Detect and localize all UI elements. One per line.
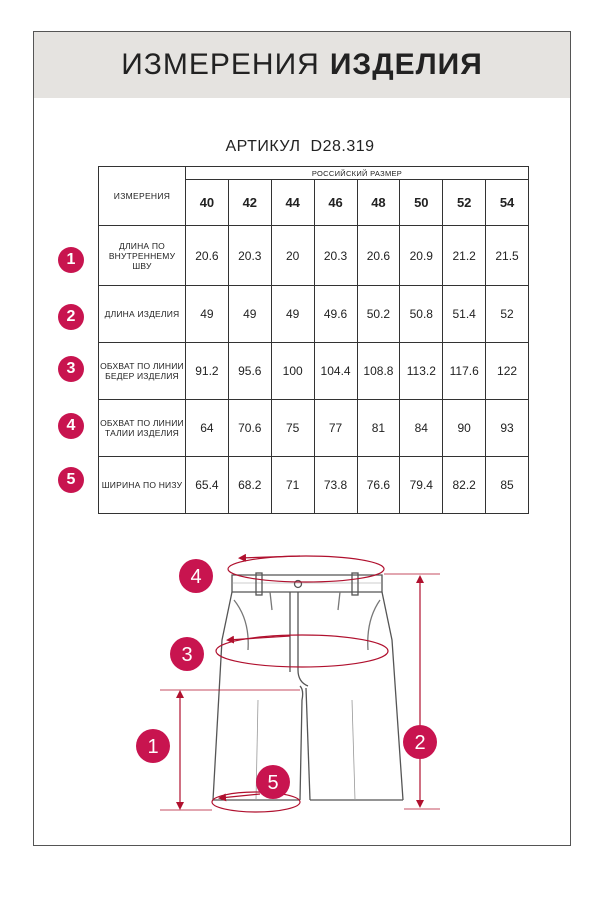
title-bold: ИЗДЕЛИЯ [329, 48, 483, 81]
article-label: АРТИКУЛ [225, 138, 301, 155]
table-cell: 64 [186, 400, 229, 457]
table-cell: 20.9 [400, 226, 443, 286]
table-cell: 93 [486, 400, 529, 457]
table-cell: 49 [186, 286, 229, 343]
table-cell: 20.6 [186, 226, 229, 286]
marker-4 [179, 559, 213, 593]
table-cell: 73.8 [314, 457, 357, 514]
row-badge: 3 [58, 356, 84, 382]
table-cell: 20.3 [228, 226, 271, 286]
table-cell: 49 [271, 286, 314, 343]
table-cell: 108.8 [357, 343, 400, 400]
diagram-markers [136, 559, 437, 799]
table-cell: 84 [400, 400, 443, 457]
marker-5 [256, 765, 290, 799]
table-cell: 68.2 [228, 457, 271, 514]
table-cell: 20.3 [314, 226, 357, 286]
table-cell: 49.6 [314, 286, 357, 343]
row-label: ДЛИНА ПО ВНУТРЕННЕМУ ШВУ [99, 226, 186, 286]
article-code: D28.319 [310, 138, 375, 155]
table-cell: 79.4 [400, 457, 443, 514]
row-badge: 2 [58, 304, 84, 330]
row-badge: 5 [58, 467, 84, 493]
svg-text:3: 3 [181, 644, 193, 666]
row-label: ШИРИНА ПО НИЗУ [99, 457, 186, 514]
table-cell: 76.6 [357, 457, 400, 514]
size-cell: 40 [186, 180, 229, 226]
table-cell: 91.2 [186, 343, 229, 400]
svg-text:1: 1 [147, 736, 159, 758]
table-cell: 75 [271, 400, 314, 457]
table-cell: 85 [486, 457, 529, 514]
table-cell: 122 [486, 343, 529, 400]
table-cell: 52 [486, 286, 529, 343]
svg-text:4: 4 [190, 566, 202, 588]
table-cell: 50.2 [357, 286, 400, 343]
svg-text:5: 5 [267, 772, 279, 794]
table-cell: 117.6 [443, 343, 486, 400]
size-cell: 42 [228, 180, 271, 226]
marker-2 [403, 725, 437, 759]
row-badge: 4 [58, 413, 84, 439]
table-cell: 100 [271, 343, 314, 400]
title-light: ИЗМЕРЕНИЯ [121, 48, 320, 81]
size-cell: 54 [486, 180, 529, 226]
row-label: ДЛИНА ИЗДЕЛИЯ [99, 286, 186, 343]
table-cell: 104.4 [314, 343, 357, 400]
table-cell: 81 [357, 400, 400, 457]
table-cell: 20.6 [357, 226, 400, 286]
table-cell: 70.6 [228, 400, 271, 457]
size-cell: 50 [400, 180, 443, 226]
size-cell: 44 [271, 180, 314, 226]
table-cell: 95.6 [228, 343, 271, 400]
marker-1 [136, 729, 170, 763]
svg-text:2: 2 [414, 732, 426, 754]
table-cell: 82.2 [443, 457, 486, 514]
row-label: ОБХВАТ ПО ЛИНИИ ТАЛИИ ИЗДЕЛИЯ [99, 400, 186, 457]
size-group-header: РОССИЙСКИЙ РАЗМЕР [186, 167, 529, 180]
table-cell: 50.8 [400, 286, 443, 343]
table-cell: 90 [443, 400, 486, 457]
size-cell: 52 [443, 180, 486, 226]
size-cell: 46 [314, 180, 357, 226]
table-cell: 113.2 [400, 343, 443, 400]
table-cell: 49 [228, 286, 271, 343]
row-badge: 1 [58, 247, 84, 273]
table-cell: 65.4 [186, 457, 229, 514]
table-cell: 51.4 [443, 286, 486, 343]
row-label: ОБХВАТ ПО ЛИНИИ БЕДЕР ИЗДЕЛИЯ [99, 343, 186, 400]
table-cell: 21.2 [443, 226, 486, 286]
table-cell: 20 [271, 226, 314, 286]
shorts-outline [213, 573, 403, 800]
measure-header: ИЗМЕРЕНИЯ [99, 167, 186, 226]
size-cell: 48 [357, 180, 400, 226]
table-cell: 71 [271, 457, 314, 514]
table-cell: 21.5 [486, 226, 529, 286]
marker-3 [170, 637, 204, 671]
table-cell: 77 [314, 400, 357, 457]
